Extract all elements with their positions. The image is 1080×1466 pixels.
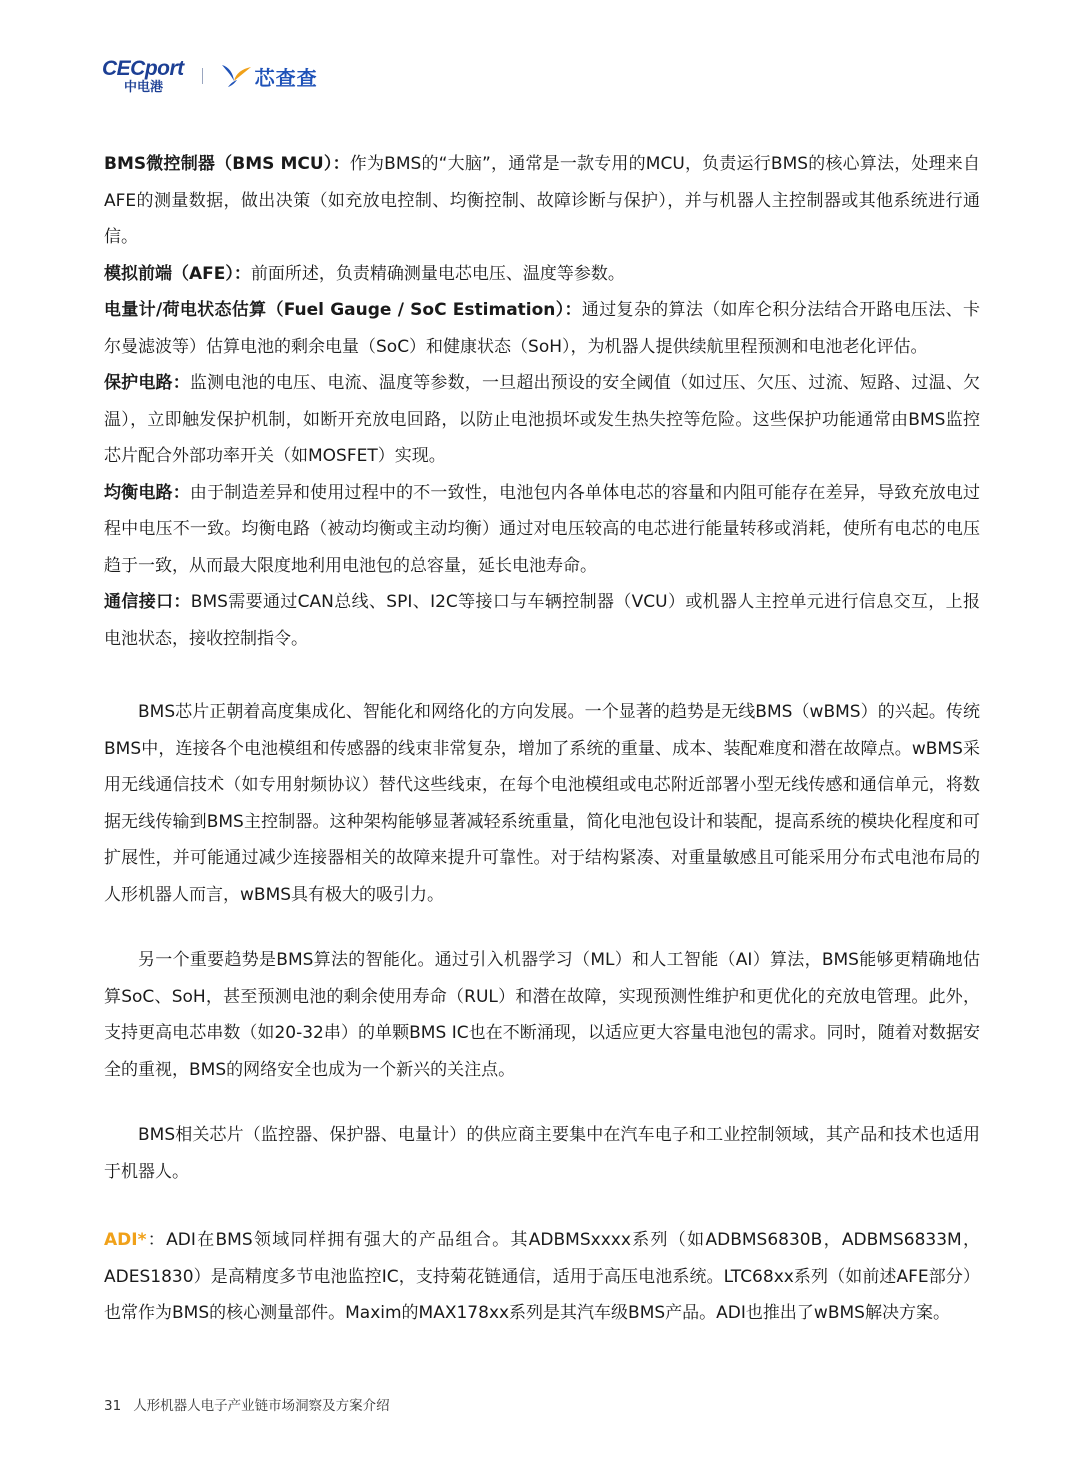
fuel-gauge-item xyxy=(104,292,980,365)
item-label: BMS微控制器（BMS MCU）： xyxy=(104,154,350,174)
item-text: 作为BMS的“大脑”，通常是一款专用的MCU，负责运行BMS的核心算法，处理来自AFE的测量数据，做出决策（如充放电控制、均衡控制、故障诊断与保护），并与机器人主控制器或其他系统进行通信。 xyxy=(104,154,980,247)
adi-paragraph xyxy=(104,1222,980,1332)
item-label: 通信接口： xyxy=(104,592,191,612)
cecport-logo-en: CECport xyxy=(102,57,184,80)
report-title: 人形机器人电子产业链市场洞察及方案介绍 xyxy=(133,1398,390,1414)
item-label: 保护电路： xyxy=(104,373,190,393)
algorithm-trend-paragraph: 另一个重要趋势是BMS算法的智能化。通过引入机器学习（ML）和人工智能（AI）算法，BMS能够更精确地估算SoC、SoH，甚至预测电池的剩余使用寿命（RUL）和潜在故障，实现预测性维护和更优化的充放电管理。此外，支持更高电芯串数（如20-32串）的单颗BMS IC也在不断涌现，以适应更大容量电池包的需求。同时，随着对数据安全的重视，BMS的网络安全也成为一个新兴的关注点。 xyxy=(104,950,980,1080)
page-footer xyxy=(104,1394,390,1414)
cecport-logo xyxy=(102,58,184,94)
bms-mcu-item xyxy=(104,146,980,256)
xinchacha-bird-icon xyxy=(219,61,253,91)
item-text: 由于制造差异和使用过程中的不一致性，电池包内各单体电芯的容量和内阻可能存在差异，导致充放电过程中电压不一致。均衡电路（被动均衡或主动均衡）通过对电压较高的电芯进行能量转移或消耗，使所有电芯的电压趋于一致，从而最大限度地利用电池包的总容量，延长电池寿命。 xyxy=(104,482,981,576)
item-label: 模拟前端（AFE）： xyxy=(104,263,251,284)
page-number: 31 xyxy=(104,1398,122,1414)
page-header xyxy=(102,54,318,98)
adi-label: ADI* xyxy=(104,1230,147,1250)
xinchacha-logo xyxy=(219,61,318,91)
document-body xyxy=(104,146,980,1332)
logo-divider xyxy=(202,68,203,84)
item-text: 通过复杂的算法（如库仑积分法结合开路电压法、卡尔曼滤波等）估算电池的剩余电量（SoC）和健康状态（SoH），为机器人提供续航里程预测和电池老化评估。 xyxy=(104,300,980,357)
protection-circuit-item xyxy=(104,365,980,475)
balancing-circuit-item xyxy=(104,475,980,585)
item-text: BMS需要通过CAN总线、SPI、I2C等接口与车辆控制器（VCU）或机器人主控单元进行信息交互，上报电池状态，接收控制指令。 xyxy=(104,592,980,649)
comm-interface-item xyxy=(104,584,980,657)
item-label: 均衡电路： xyxy=(104,482,190,503)
wbms-trend-paragraph: BMS芯片正朝着高度集成化、智能化和网络化的方向发展。一个显著的趋势是无线BMS（wBMS）的兴起。传统BMS中，连接各个电池模组和传感器的线束非常复杂，增加了系统的重量、成本、装配难度和潜在故障点。wBMS采用无线通信技术（如专用射频协议）替代这些线束，在每个电池模组或电芯附近部署小型无线传感和通信单元，将数据无线传输到BMS主控制器。这种架构能够显著减轻系统重量，简化电池包设计和装配，提高系统的模块化程度和可扩展性，并可能通过减少连接器相关的故障来提升可靠性。对于结构紧凑、对重量敏感且可能采用分布式电池布局的人形机器人而言，wBMS具有极大的吸引力。 xyxy=(104,702,980,905)
suppliers-paragraph: BMS相关芯片（监控器、保护器、电量计）的供应商主要集中在汽车电子和工业控制领域，其产品和技术也适用于机器人。 xyxy=(104,1125,980,1182)
xinchacha-logo-text: 芯查查 xyxy=(254,65,318,90)
cecport-logo-zh: 中电港 xyxy=(124,80,164,95)
item-label: 电量计/荷电状态估算（Fuel Gauge / SoC Estimation）： xyxy=(104,300,582,320)
item-text: 前面所述，负责精确测量电芯电压、温度等参数。 xyxy=(250,263,625,284)
adi-text: ADI在BMS领域同样拥有强大的产品组合。其ADBMSxxxx系列（如ADBMS6830B，ADBMS6833M，ADES1830）是高精度多节电池监控IC，支持菊花链通信，适用于高压电池系统。LTC68xx系列（如前述AFE部分）也常作为BMS的核心测量部件。Maxim的MAX178xx系列是其汽车级BMS产品。ADI也推出了wBMS解决方案。 xyxy=(104,1230,981,1323)
adi-colon: ： xyxy=(146,1230,167,1250)
item-text: 监测电池的电压、电流、温度等参数，一旦超出预设的安全阈值（如过压、欠压、过流、短路、过温、欠温），立即触发保护机制，如断开充放电回路，以防止电池损坏或发生热失控等危险。这些保护功能通常由BMS监控芯片配合外部功率开关（如MOSFET）实现。 xyxy=(104,373,981,466)
afe-item xyxy=(104,256,980,293)
